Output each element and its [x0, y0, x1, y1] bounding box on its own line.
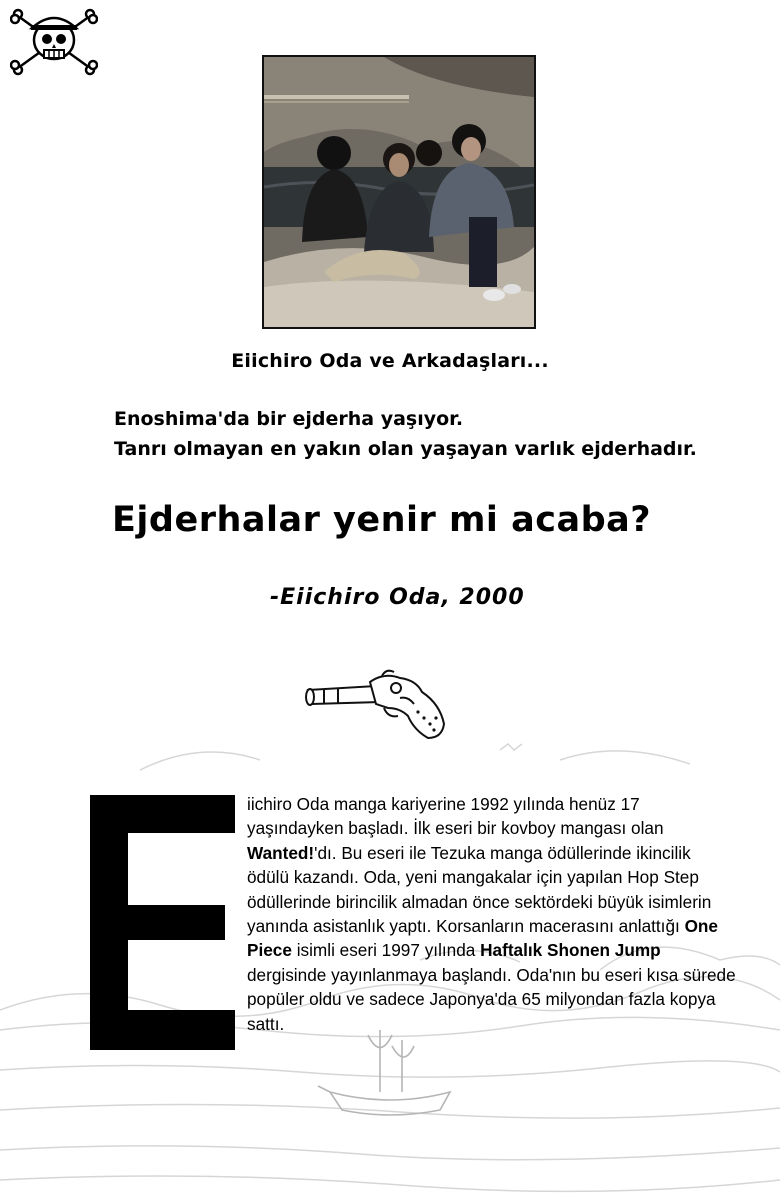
drop-cap-letter-e	[90, 795, 235, 1050]
attribution: -Eiichiro Oda, 2000	[270, 585, 525, 610]
headline: Ejderhalar yenir mi acaba?	[112, 500, 652, 540]
bio-title-shonen-jump: Haftalık Shonen Jump	[480, 940, 661, 961]
group-photo	[262, 55, 536, 329]
bio-text-3: isimli eseri 1997 yılında	[291, 940, 481, 961]
quote-line-2: Tanrı olmayan en yakın olan yaşayan varlık ejderhadır.	[114, 438, 697, 460]
bio-text-1: iichiro Oda manga kariyerine 1992 yılında henüz 17 yaşındayken başladı. İlk eseri bir kovboy mangası olan	[247, 794, 664, 839]
quote-line-1: Enoshima'da bir ejderha yaşıyor.	[114, 408, 464, 430]
bio-text-2: 'dı. Bu eseri ile Tezuka manga ödüllerinde ikincilik ödülü kazandı. Oda, yeni mangakalar için yapılan Hop Step ödüllerinde birincilik almadan önce sektördeki büyük isimlerin yanında asistanlık yaptı. Korsanların macerasını anlattığı	[247, 842, 712, 937]
bio-text-4: dergisinde yayınlanmaya başlandı. Oda'nın bu eseri kısa sürede popüler oldu ve sadece Japonya'da 65 milyondan fazla kopya sattı.	[247, 964, 736, 1034]
jolly-roger-logo	[10, 6, 98, 76]
photo-caption: Eiichiro Oda ve Arkadaşları...	[231, 350, 549, 372]
bio-title-wanted: Wanted!	[247, 842, 315, 863]
biography-paragraph	[247, 792, 737, 1036]
bio-title-one-piece: One Piece	[247, 916, 718, 961]
